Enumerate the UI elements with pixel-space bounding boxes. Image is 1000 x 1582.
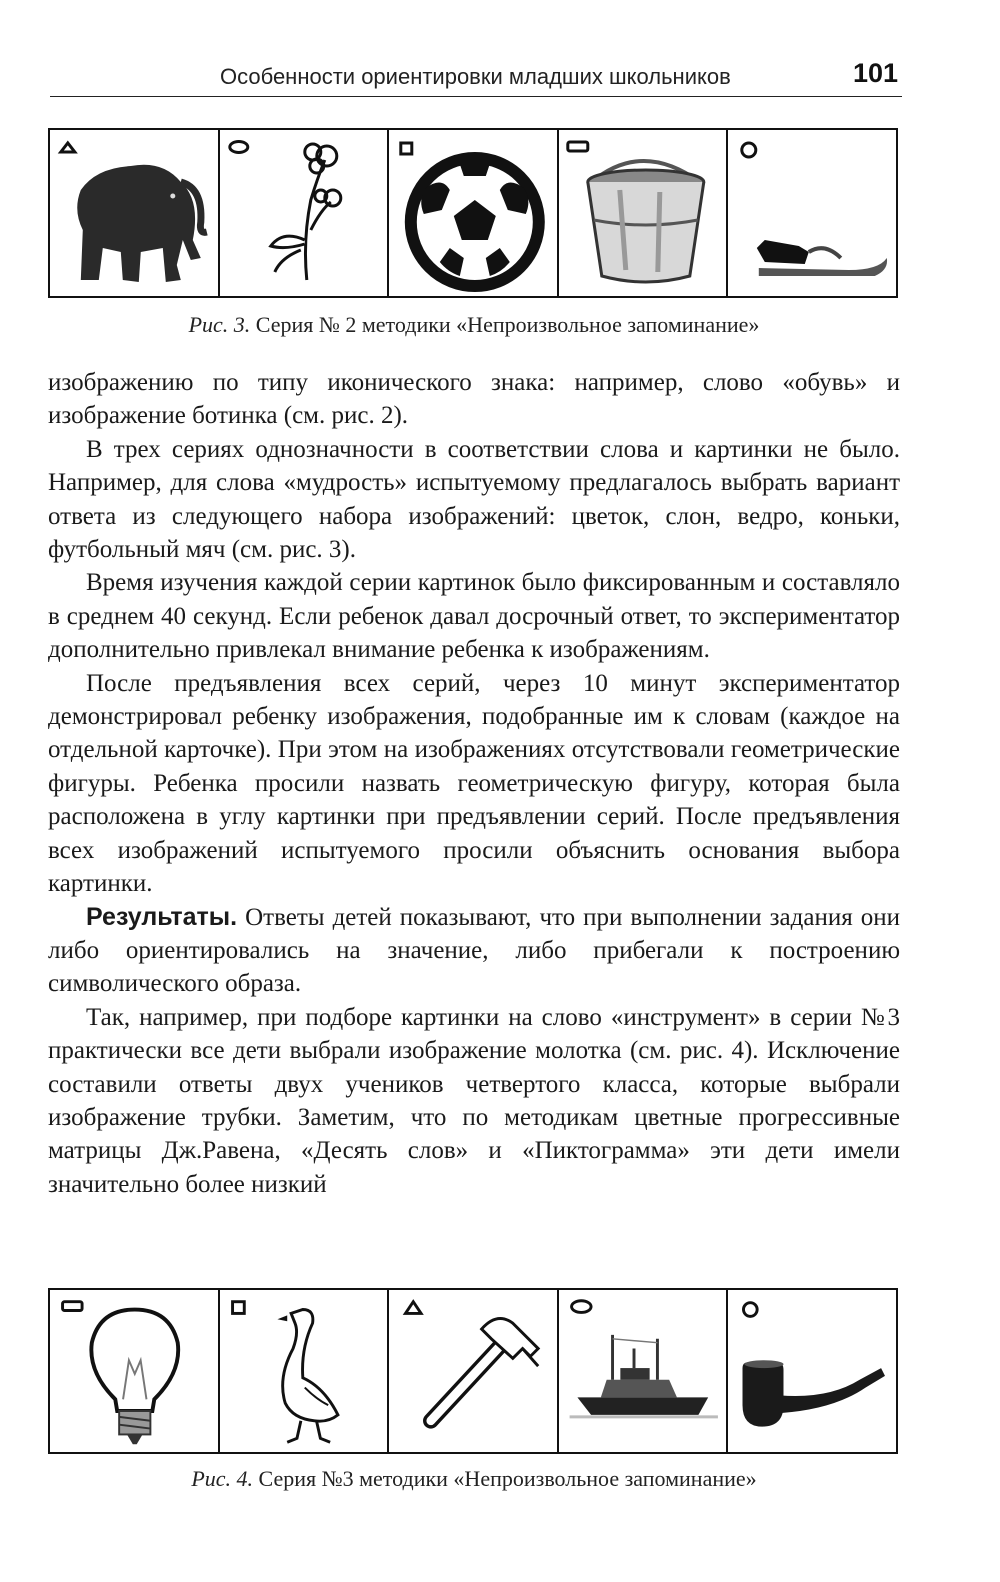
figure-3-panel-skate	[728, 130, 896, 296]
figure-3-caption	[48, 312, 900, 338]
ship-icon	[559, 1290, 727, 1452]
figure-4-panel-pipe	[728, 1290, 896, 1452]
body-text	[48, 366, 900, 1201]
football-icon	[389, 130, 557, 296]
figure-3-panel-elephant	[50, 130, 220, 296]
bucket-icon	[559, 130, 727, 296]
paragraph-4: После предъявления всех серий, через 10 минут экспериментатор демонстрировал ребенку изображения, подобранные им к словам (каждое на отдельной карточке). При этом на изображениях отсутствовали геометрические фигуры. Ребенка просили назвать геометрическую фигуру, которая была расположена в углу картинки при предъявлении серий. После предъявления всех изображений испытуемого просили объяснить основания выбора картинки.	[48, 669, 900, 898]
figure-4	[48, 1288, 898, 1454]
figure-4-panel-light-bulb	[50, 1290, 220, 1452]
figure-3-panel-football	[389, 130, 559, 296]
figure-4-caption-text: Серия №3 методики «Непроизвольное запоминание»	[253, 1466, 757, 1491]
running-header	[50, 58, 902, 97]
figure-4-caption	[48, 1466, 900, 1492]
figure-3-panel-bucket	[559, 130, 729, 296]
paragraph-1: изображению по типу иконического знака: например, слово «обувь» и изображение ботинка (см. рис. 2).	[48, 369, 900, 430]
paragraph-5-text: Ответы детей показывают, что при выполнении задания они либо ориентировались на значение, либо прибегали к построению символического образа.	[48, 903, 900, 998]
paragraph-6: Так, например, при подборе картинки на слово «инструмент» в серии №3 практически все дети выбрали изображение молотка (см. рис. 4). Исключение составили ответы двух учеников четвертого класса, которые выбрали изображение трубки. Заметим, что по методикам цветные прогрессивные матрицы Дж.Равена, «Десять слов» и «Пиктограмма» эти дети имели значительно более низкий	[48, 1003, 900, 1198]
hammer-icon	[389, 1290, 557, 1452]
elephant-icon	[50, 130, 218, 296]
paragraph-2: В трех сериях однозначности в соответствии слова и картинки не было. Например, для слова «мудрость» испытуемому предлагалось выбрать вариант ответа из следующего набора изображений: цветок, слон, ведро, коньки, футбольный мяч (см. рис. 3).	[48, 435, 900, 564]
page-number: 101	[852, 58, 898, 88]
figure-3-caption-text: Серия № 2 методики «Непроизвольное запоминание»	[250, 312, 760, 337]
running-title: Особенности ориентировки младших школьников	[220, 64, 731, 89]
figure-3	[48, 128, 898, 298]
light-bulb-icon	[50, 1290, 218, 1452]
figure-3-panel-flower	[220, 130, 390, 296]
flower-icon	[220, 130, 388, 296]
paragraph-3: Время изучения каждой серии картинок было фиксированным и составляло в среднем 40 секунд. Если ребенок давал досрочный ответ, то экспериментатор дополнительно привлекал внимание ребенка к изображениям.	[48, 569, 900, 664]
figure-4-panel-hammer	[389, 1290, 559, 1452]
figure-4-panel-ship	[559, 1290, 729, 1452]
skate-icon	[728, 130, 896, 296]
figure-3-caption-label: Рис. 3.	[188, 312, 251, 337]
figure-4-panel-goose	[220, 1290, 390, 1452]
figure-4-caption-label: Рис. 4.	[191, 1466, 254, 1491]
goose-icon	[220, 1290, 388, 1452]
paragraph-5	[48, 901, 900, 1001]
pipe-icon	[728, 1290, 896, 1452]
results-heading: Результаты.	[86, 902, 238, 931]
